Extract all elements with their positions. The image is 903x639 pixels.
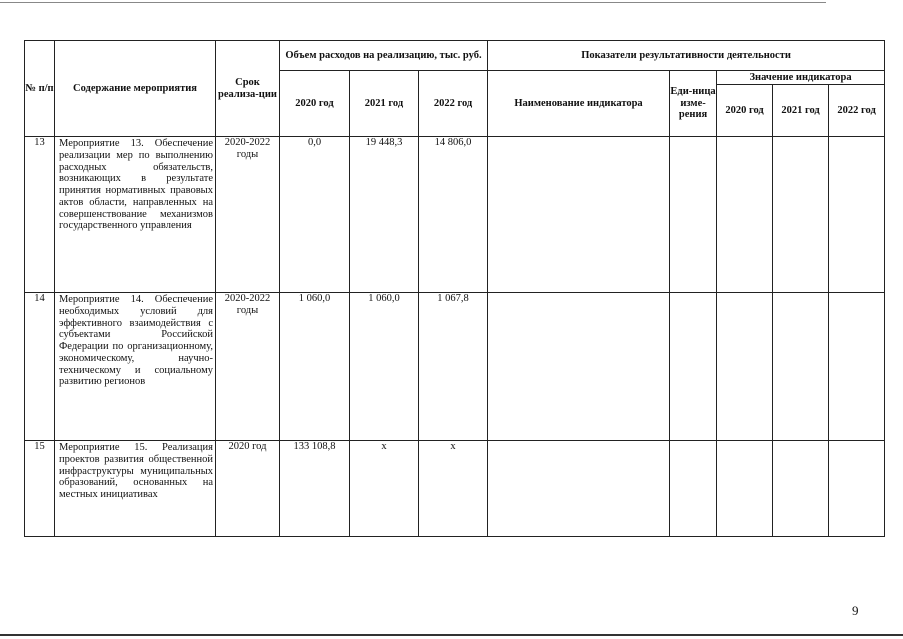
header-indicator-value: Значение индикатора xyxy=(717,71,885,85)
row-num: 14 xyxy=(25,293,55,441)
bottom-rule xyxy=(0,634,903,636)
header-year-2021: 2021 год xyxy=(350,71,419,137)
row-v2021: 1 060,0 xyxy=(350,293,419,441)
row-ind-2022 xyxy=(829,137,885,293)
row-content-text: Мероприятие 14. Обеспечение необходимых условий для эффективного взаимодействия с субъектами Российской Федерации по организационному, экономическому, научно-техническому и социальному развитию регионов xyxy=(59,294,213,388)
row-num: 15 xyxy=(25,441,55,537)
row-ind-2020 xyxy=(717,293,773,441)
header-unit: Еди-ница изме-рения xyxy=(670,71,717,137)
header-indicator-name: Наименование индикатора xyxy=(488,71,670,137)
header-volume: Объем расходов на реализацию, тыс. руб. xyxy=(280,41,488,71)
header-term: Срок реализа-ции xyxy=(216,41,280,137)
row-content-text: Мероприятие 15. Реализация проектов развития общественной инфраструктуры муниципальных образований, основанных на местных инициативах xyxy=(59,442,213,500)
row-v2021: 19 448,3 xyxy=(350,137,419,293)
row-unit xyxy=(670,137,717,293)
row-ind-2021 xyxy=(773,441,829,537)
row-v2022: 14 806,0 xyxy=(419,137,488,293)
header-indicators: Показатели результативности деятельности xyxy=(488,41,885,71)
row-ind-2020 xyxy=(717,441,773,537)
row-unit xyxy=(670,293,717,441)
row-v2020: 133 108,8 xyxy=(280,441,350,537)
row-num: 13 xyxy=(25,137,55,293)
row-v2020: 0,0 xyxy=(280,137,350,293)
row-ind-2022 xyxy=(829,441,885,537)
header-num: № п/п xyxy=(25,41,55,137)
header-year-2022: 2022 год xyxy=(419,71,488,137)
header-ind-2022: 2022 год xyxy=(829,85,885,137)
row-term: 2020-2022 годы xyxy=(216,137,280,293)
page-number: 9 xyxy=(852,603,859,618)
row-v2022: х xyxy=(419,441,488,537)
row-ind-2022 xyxy=(829,293,885,441)
row-indicator-name xyxy=(488,441,670,537)
header-content: Содержание мероприятия xyxy=(55,41,216,137)
row-indicator-name xyxy=(488,137,670,293)
row-ind-2020 xyxy=(717,137,773,293)
table-row xyxy=(25,293,885,441)
row-content-text: Мероприятие 13. Обеспечение реализации мер по выполнению расходных обязательств, возникающих в результате принятия нормативных правовых актов области, направленных на совершенствование механизмов государственного управления xyxy=(59,138,213,232)
row-term: 2020-2022 годы xyxy=(216,293,280,441)
top-rule xyxy=(0,2,826,3)
table-row xyxy=(25,441,885,537)
row-ind-2021 xyxy=(773,293,829,441)
row-ind-2021 xyxy=(773,137,829,293)
row-v2021: х xyxy=(350,441,419,537)
row-indicator-name xyxy=(488,293,670,441)
header-year-2020: 2020 год xyxy=(280,71,350,137)
row-term: 2020 год xyxy=(216,441,280,537)
row-unit xyxy=(670,441,717,537)
row-v2022: 1 067,8 xyxy=(419,293,488,441)
row-content xyxy=(55,441,216,537)
header-ind-2020: 2020 год xyxy=(717,85,773,137)
header-ind-2021: 2021 год xyxy=(773,85,829,137)
row-content xyxy=(55,137,216,293)
table-row xyxy=(25,137,885,293)
row-v2020: 1 060,0 xyxy=(280,293,350,441)
row-content xyxy=(55,293,216,441)
activities-table xyxy=(24,40,885,537)
